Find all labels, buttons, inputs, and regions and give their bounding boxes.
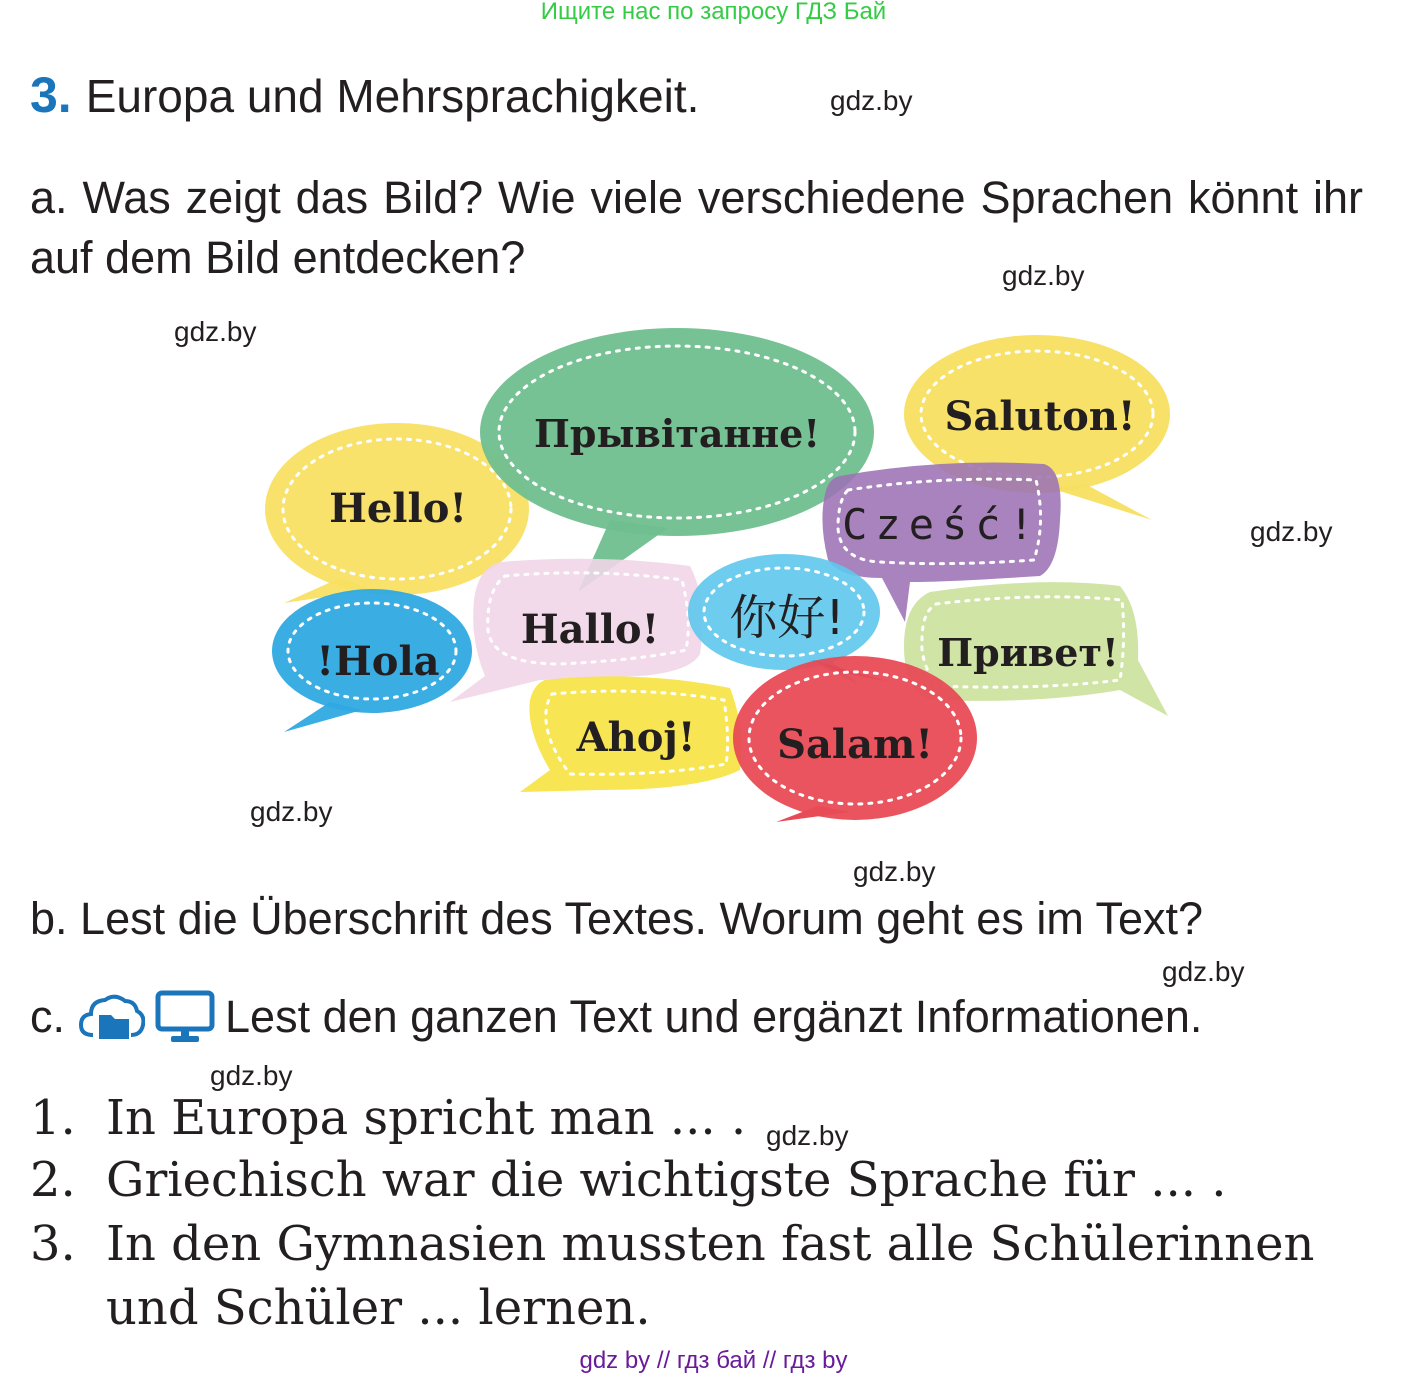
bubble-hola [272, 589, 472, 732]
cloud-folder-icon [79, 991, 145, 1043]
list-item-number: 3. [30, 1216, 76, 1272]
bubble-nihao-text: 你好! [729, 590, 845, 646]
watermark: gdz.by [1250, 516, 1333, 547]
task-c-letter: c. [30, 991, 66, 1042]
task-a-text: Was zeigt das Bild? Wie viele verschiedene Sprachen könnt ihr auf dem Bild entdecken? [30, 172, 1363, 283]
task-c-text: Lest den ganzen Text und ergänzt Informationen. [225, 991, 1203, 1042]
task-b-text: Lest die Überschrift des Textes. Worum geht es im Text? [80, 893, 1204, 944]
watermark: gdz.by [210, 1060, 293, 1091]
watermark: gdz.by [853, 856, 936, 887]
watermark: gdz.by [250, 796, 333, 827]
list-item-continuation [106, 1280, 651, 1336]
task-c [30, 990, 1202, 1044]
monitor-icon [155, 990, 215, 1044]
list-item [30, 1090, 746, 1146]
task-a-letter: a. [30, 172, 68, 223]
list-item-text: In Europa spricht man ... . [106, 1090, 747, 1146]
task-title: Europa und Mehrsprachigkeit. [85, 70, 700, 122]
bubble-hello-text: Hello! [329, 485, 467, 532]
list-item [30, 1152, 1227, 1208]
list-item-number: 1. [30, 1090, 76, 1146]
watermark: gdz.by [1002, 260, 1085, 291]
bubble-privet-text: Привет! [937, 630, 1119, 675]
list-item-text: Griechisch war die wichtigste Sprache für ... . [106, 1152, 1227, 1208]
bubble-pryvitanne-text: Прывітанне! [533, 411, 821, 456]
list-item-text: In den Gymnasien mussten fast alle Schülerinnen [106, 1216, 1315, 1272]
task-b [30, 893, 1203, 945]
watermark: gdz.by [766, 1120, 849, 1151]
watermark: gdz.by [174, 316, 257, 347]
bubble-hallo-text: Hallo! [520, 606, 660, 653]
bubble-pryvitanne [480, 328, 874, 592]
bubble-hola-text: !Hola [316, 638, 440, 685]
bubble-czesc-text: Cześć! [842, 500, 1042, 549]
bubble-saluton-text: Saluton! [944, 393, 1136, 440]
watermark: gdz.by [1162, 956, 1245, 987]
list-item-number: 2. [30, 1152, 76, 1208]
bubble-ahoj-text: Ahoj! [576, 714, 696, 761]
task-b-letter: b. [30, 893, 68, 944]
task-number: 3. [30, 67, 72, 123]
list-item [30, 1216, 1314, 1272]
watermark: gdz.by [830, 85, 913, 116]
top-banner: Ищите нас по запросу ГДЗ Бай [540, 0, 887, 25]
bubble-ahoj [520, 676, 742, 792]
footer: gdz by // гдз бай // гдз by [579, 1347, 848, 1374]
list-item-text: und Schüler ... lernen. [106, 1280, 651, 1336]
bubble-salam-text: Salam! [777, 721, 933, 768]
bubble-salam [733, 656, 977, 822]
